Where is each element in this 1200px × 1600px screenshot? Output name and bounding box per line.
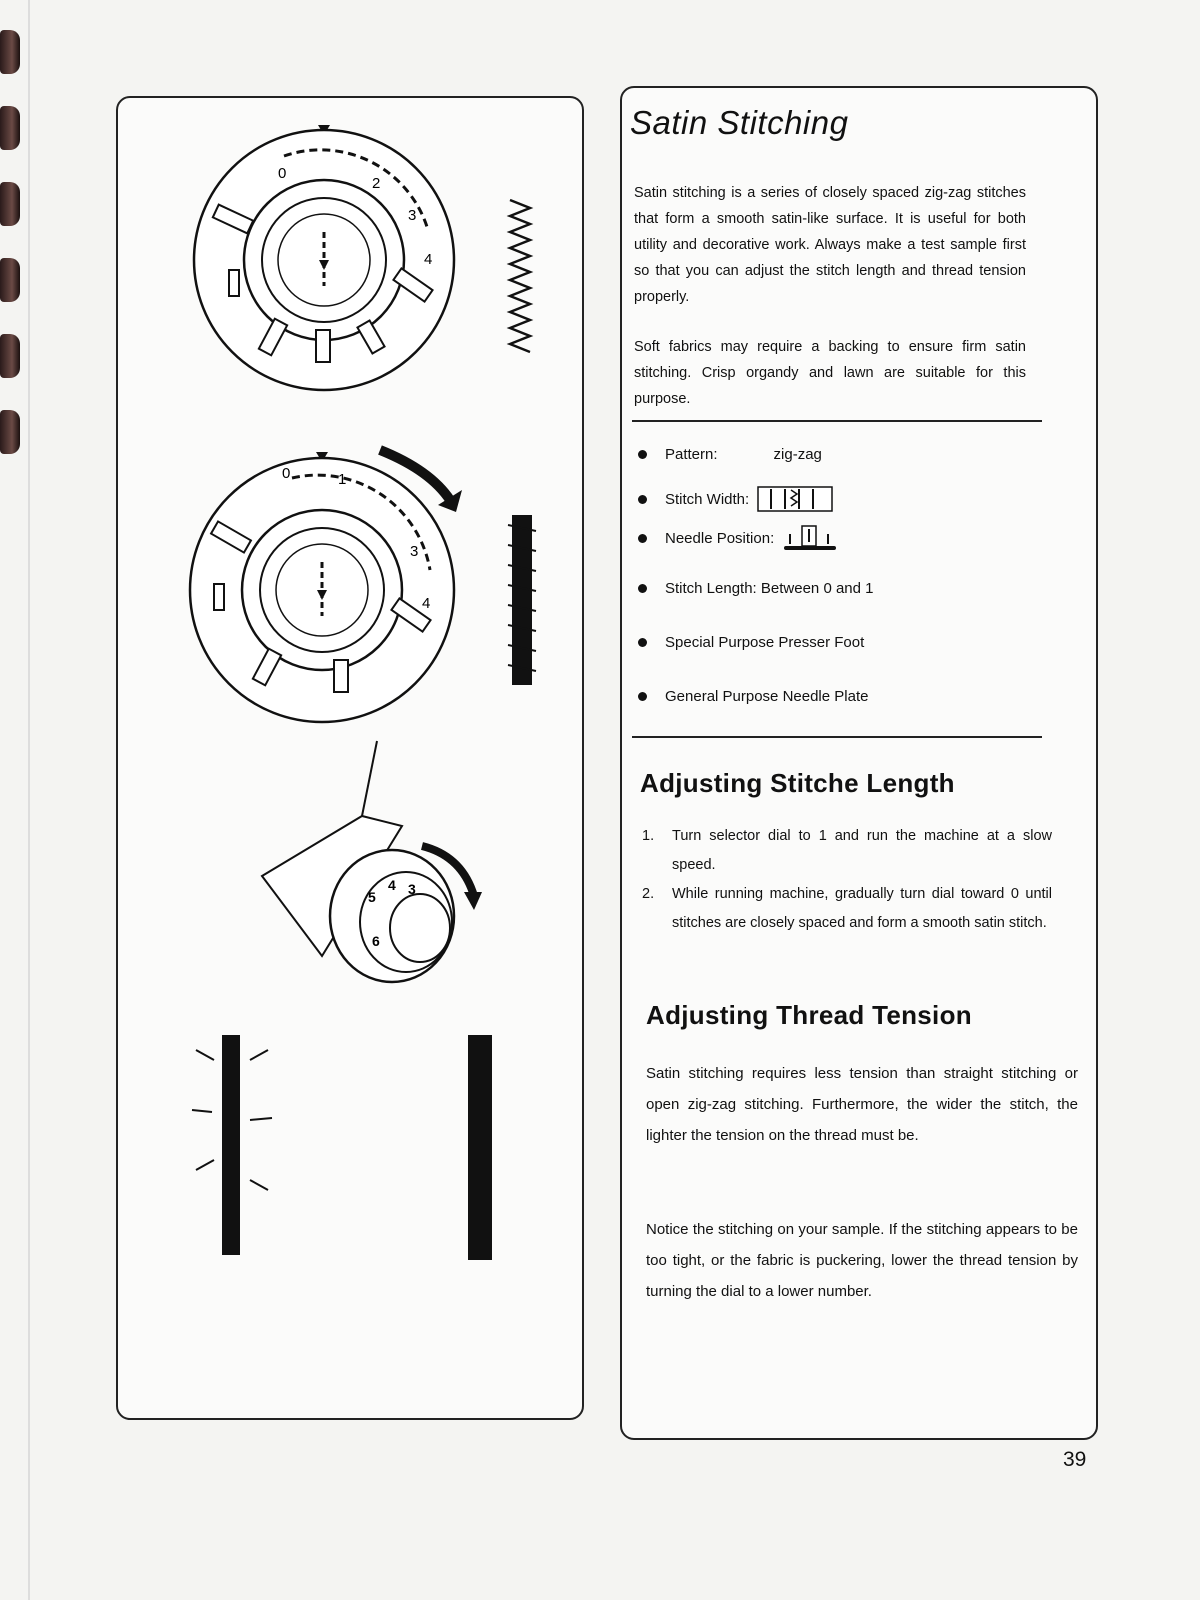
spec-pattern: [638, 446, 822, 463]
sample-check-paragraph: Notice the stitching on your sample. If the stitching appears to be too tight, or the fabric is puckering, lower the thread tension by turning the dial to a lower number.: [646, 1221, 1078, 1300]
section-title: Satin Stitching: [630, 104, 849, 141]
tension-label: 6: [372, 933, 380, 949]
puckered-stitch-sample: [192, 1035, 272, 1255]
spec-label: Stitch Width:: [665, 490, 750, 508]
divider: [632, 420, 1042, 422]
step-text: Turn selector dial to 1 and run the machine at a slow speed.: [672, 828, 1052, 873]
tension-label: 4: [388, 877, 396, 893]
spec-needle-plate: [638, 688, 876, 705]
bullet-icon: [638, 638, 647, 647]
spec-label: Needle Position:: [665, 529, 775, 547]
zigzag-stitch-sample: [510, 200, 530, 352]
dial-label: 4: [422, 595, 431, 612]
step-item: [642, 822, 1052, 880]
spec-label: Stitch Length: Between 0 and 1: [665, 580, 874, 597]
step-number: 2.: [642, 886, 655, 902]
spec-value: zig-zag: [773, 446, 822, 463]
dial-label: 0: [282, 465, 291, 482]
spec-needle-position: [638, 524, 838, 552]
tension-paragraph: Satin stitching requires less tension than straight stitching or open zig-zag stitching. Furthermore, the wider the stitch, the lighter the tension on the thread must be.: [646, 1065, 1078, 1144]
dial-illustrations: [0, 0, 600, 1440]
dial-label: 0: [278, 165, 287, 182]
bullet-icon: [638, 584, 647, 593]
spec-label: Special Purpose Presser Foot: [665, 634, 865, 651]
bullet-icon: [638, 692, 647, 701]
dial-label: 1: [338, 471, 347, 488]
intro-paragraph: Satin stitching is a series of closely spaced zig-zag stitches that form a smooth satin-like surface. It is useful for both utility and decorative work. Always make a test sample first so that you can adjust the stitch length and thread tension properly.: [634, 185, 1026, 305]
backing-paragraph: Soft fabrics may require a backing to ensure firm satin stitching. Crisp organdy and lawn are suitable for this purpose.: [634, 339, 1026, 407]
stitch-width-icon: [757, 486, 833, 512]
divider: [632, 736, 1042, 738]
stitch-length-heading: Adjusting Stitche Length: [640, 768, 955, 798]
page-number: 39: [1063, 1448, 1087, 1471]
spec-presser-foot: [638, 634, 872, 651]
tension-label: 3: [408, 881, 416, 897]
bullet-icon: [638, 450, 647, 459]
tension-label: 5: [368, 889, 376, 905]
smooth-stitch-sample: [468, 1035, 492, 1260]
dial-label: 2: [372, 175, 381, 192]
thread-tension-heading: Adjusting Thread Tension: [646, 1000, 972, 1030]
satin-stitch-sample: [512, 515, 532, 685]
spec-stitch-length: [638, 580, 881, 597]
step-text: While running machine, gradually turn dial toward 0 until stitches are closely spaced and form a smooth satin stitch.: [672, 886, 1052, 931]
tension-dial: [262, 741, 482, 982]
needle-position-icon: [782, 524, 838, 552]
dial-label: 4: [424, 251, 433, 268]
dial-label: 3: [408, 207, 417, 224]
stitch-length-dial-top: [194, 125, 454, 390]
dial-label: 3: [410, 543, 419, 560]
step-item: [642, 880, 1052, 938]
bullet-icon: [638, 534, 647, 543]
spec-label: General Purpose Needle Plate: [665, 688, 869, 705]
spec-stitch-width: [638, 486, 833, 512]
spec-label: Pattern:: [665, 446, 718, 463]
bullet-icon: [638, 495, 647, 504]
step-number: 1.: [642, 828, 655, 844]
stitch-length-dial-middle: [190, 452, 454, 722]
